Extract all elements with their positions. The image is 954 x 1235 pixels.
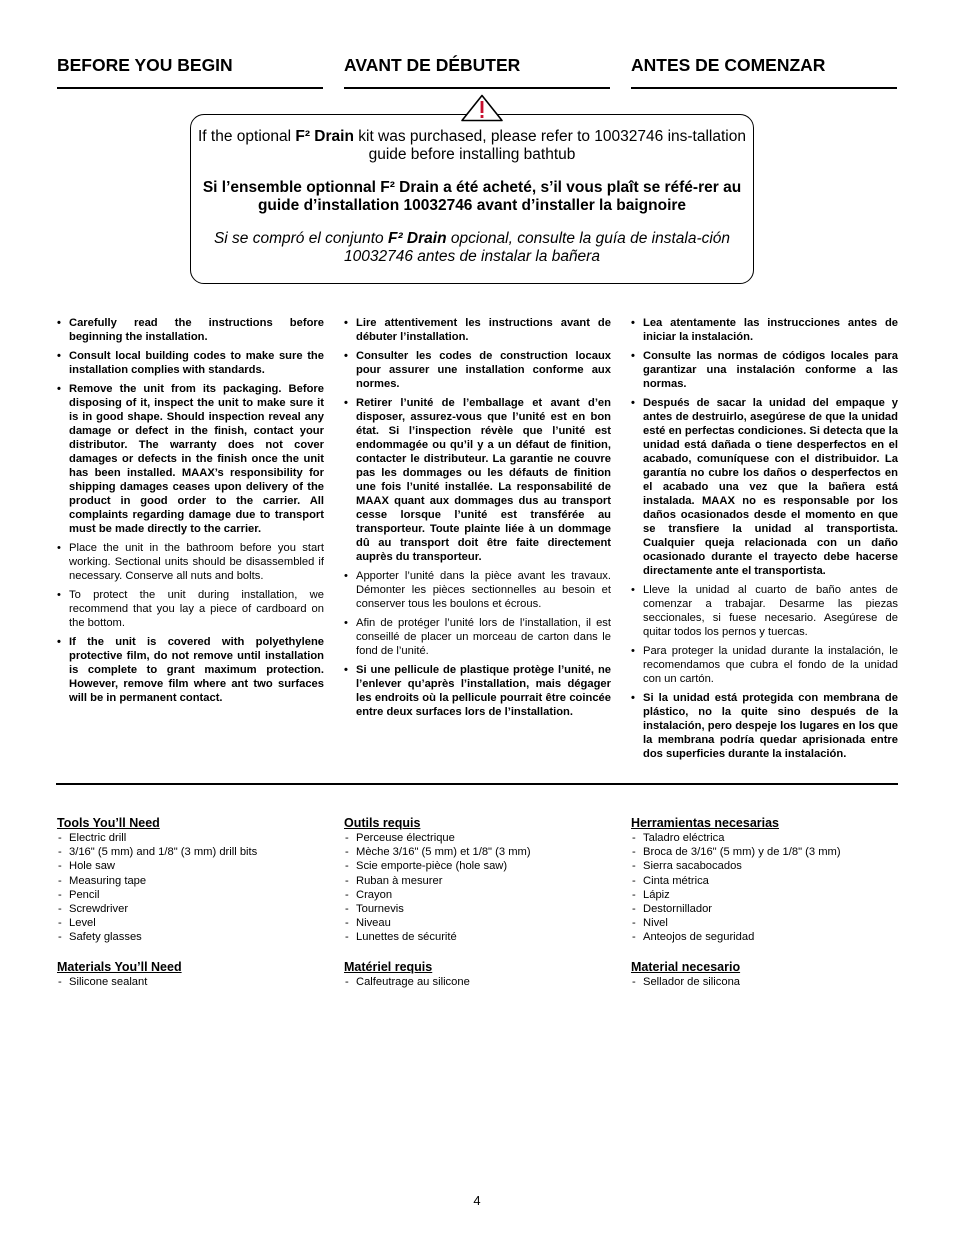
header-en: BEFORE YOU BEGIN <box>57 55 233 75</box>
instructions-fr <box>343 316 611 724</box>
instructions-en <box>56 316 324 710</box>
list-item: • Afin de protéger l’unité lors de l’installation, il est conseillé de placer un morceau de carton dans le fond de l’unité. <box>343 616 611 658</box>
list-item: - Anteojos de seguridad <box>631 930 899 944</box>
list-item: - Calfeutrage au silicone <box>344 975 612 989</box>
list-item: • Lea atentamente las instrucciones antes de iniciar la instalación. <box>630 316 898 344</box>
list-item: - Destornillador <box>631 902 899 916</box>
list-item: - Taladro eléctrica <box>631 831 899 845</box>
list-item: - Hole saw <box>57 859 325 873</box>
list-item: - Lápiz <box>631 888 899 902</box>
header-rule-en <box>57 87 323 89</box>
list-item: • Consult local building codes to make sure the installation complies with standards. <box>56 349 324 377</box>
list-item: - Screwdriver <box>57 902 325 916</box>
list-item: • Retirer l’unité de l’emballage et avant d’en disposer, assurez-vous que l’unité est en bon état. Si l’inspection révèle que l’unité est endommagée ou qu’il y a un défaut de finition, contacter le distributeur. La garantie ne couvre pas les dommages ou les défauts de finition une fois l’unité installée. La responsabilité de MAAX quant aux dommages dus au transport cesse lorsque l’unité est transférée au transporteur. Toute plainte liée à un dommage dû au transport doit être faite directement auprès du transporteur. <box>343 396 611 564</box>
list-item: - Pencil <box>57 888 325 902</box>
list-item: • Lire attentivement les instructions avant de débuter l’installation. <box>343 316 611 344</box>
header-rule-es <box>631 87 897 89</box>
section-divider <box>56 783 898 785</box>
list-item: - Mèche 3/16" (5 mm) et 1/8" (3 mm) <box>344 845 612 859</box>
header-es: ANTES DE COMENZAR <box>631 55 826 75</box>
list-item: • If the unit is covered with polyethylene protective film, do not remove until installation is complete to grant maximum protection. However, remove film where ant two surfaces will be in permanent contact. <box>56 635 324 705</box>
header-rule-fr <box>344 87 610 89</box>
list-item: - Broca de 3/16" (5 mm) y de 1/8" (3 mm) <box>631 845 899 859</box>
list-item: - 3/16" (5 mm) and 1/8" (3 mm) drill bits <box>57 845 325 859</box>
list-item: - Scie emporte-pièce (hole saw) <box>344 859 612 873</box>
list-item: - Crayon <box>344 888 612 902</box>
list-item: • Lleve la unidad al cuarto de baño antes de comenzar a trabajar. Desarme las piezas seccionales, si fuese necesario. Asegúrese de quitar todos los pernos y tuercas. <box>630 583 898 639</box>
warning-text-fr: Si l’ensemble optionnal F² Drain a été acheté, s’il vous plaît se réfé-rer au guide d’installation 10032746 avant d’installer la baignoire <box>202 179 742 214</box>
list-item: • To protect the unit during installation, we recommend that you lay a piece of cardboard on the bottom. <box>56 588 324 630</box>
list-item: - Ruban à mesurer <box>344 874 612 888</box>
list-item: - Sierra sacabocados <box>631 859 899 873</box>
list-item: - Cinta métrica <box>631 874 899 888</box>
list-item: - Lunettes de sécurité <box>344 930 612 944</box>
page-number: 4 <box>473 1193 481 1208</box>
list-item: - Measuring tape <box>57 874 325 888</box>
tools-section-fr <box>344 816 612 989</box>
list-item: • Si la unidad está protegida con membrana de plástico, no la quite sino después de la instalación, pero despeje los lugares en los que la membrana podría quedar aprisionada entre dos superficies durante la instalación. <box>630 691 898 761</box>
instructions-es <box>630 316 898 766</box>
list-item: - Tournevis <box>344 902 612 916</box>
tools-title: Outils requis <box>344 816 421 830</box>
list-item: - Level <box>57 916 325 930</box>
tools-title: Herramientas necesarias <box>631 816 780 830</box>
list-item: • Para proteger la unidad durante la instalación, le recomendamos que cubra el fondo de la unidad con un cartón. <box>630 644 898 686</box>
tools-section-en <box>57 816 325 989</box>
tools-section-es <box>631 816 899 989</box>
list-item: • Si une pellicule de plastique protège l’unité, ne l’enlever qu’après l’installation, mais dégager les endroits où la pellicule pourrait être coincée entre deux surfaces lors de l’installation. <box>343 663 611 719</box>
warning-text-en: If the optional F² Drain kit was purchased, please refer to 10032746 ins-tallation guide before installing bathtub <box>198 128 746 163</box>
materials-title: Matériel requis <box>344 959 433 974</box>
list-item: - Silicone sealant <box>57 975 325 989</box>
list-item: • Consulter les codes de construction locaux pour assurer une installation conforme aux normes. <box>343 349 611 391</box>
list-item: • Apporter l’unité dans la pièce avant les travaux. Démonter les pièces sectionnelles au besoin et conserver tous les boulons et écrous. <box>343 569 611 611</box>
list-item: • Carefully read the instructions before beginning the installation. <box>56 316 324 344</box>
list-item: • Consulte las normas de códigos locales para garantizar una instalación conforme a las normas. <box>630 349 898 391</box>
warning-text-es: Si se compró el conjunto F² Drain opcional, consulte la guía de instala-ción 10032746 antes de instalar la bañera <box>213 230 731 265</box>
header-fr: AVANT DE DÉBUTER <box>344 55 521 75</box>
list-item: - Electric drill <box>57 831 325 845</box>
list-item: - Niveau <box>344 916 612 930</box>
list-item: - Safety glasses <box>57 930 325 944</box>
materials-title: Materials You’ll Need <box>57 959 182 974</box>
list-item: - Perceuse électrique <box>344 831 612 845</box>
warning-triangle-icon <box>460 94 504 122</box>
list-item: - Sellador de silicona <box>631 975 899 989</box>
list-item: • Place the unit in the bathroom before you start working. Sectional units should be disassembled if necessary. Conserve all nuts and bolts. <box>56 541 324 583</box>
tools-title: Tools You’ll Need <box>57 816 160 830</box>
list-item: • Después de sacar la unidad del empaque y antes de destruirlo, asegúrese de que la unidad esté en perfectas condiciones. Si detecta que la unidad está dañada o tiene desperfectos en el acabado, comuníquese con el distribuidor. La garantía no cubre los daños o desperfectos en el acabado una vez que la bañera está instalada. MAAX no es responsable por los daños ocasionados desde el momento en que se transfiere la unidad al transportista. Cualquier queja relacionada con un daño ocasionado durante el trayecto debe hacerse directamente ante el transportista. <box>630 396 898 578</box>
list-item: • Remove the unit from its packaging. Before disposing of it, inspect the unit to make sure it is in good shape. Should inspection reveal any damage or defect in the finish, contact your distributor. The warranty does not cover damages or defects in the finish once the unit has been installed. MAAX’s responsibility for shipping damages ceases upon delivery of the product in good order to the carrier. All complaints regarding damage due to transport must be made directly to the carrier. <box>56 382 324 536</box>
list-item: - Nivel <box>631 916 899 930</box>
materials-title: Material necesario <box>631 959 741 974</box>
